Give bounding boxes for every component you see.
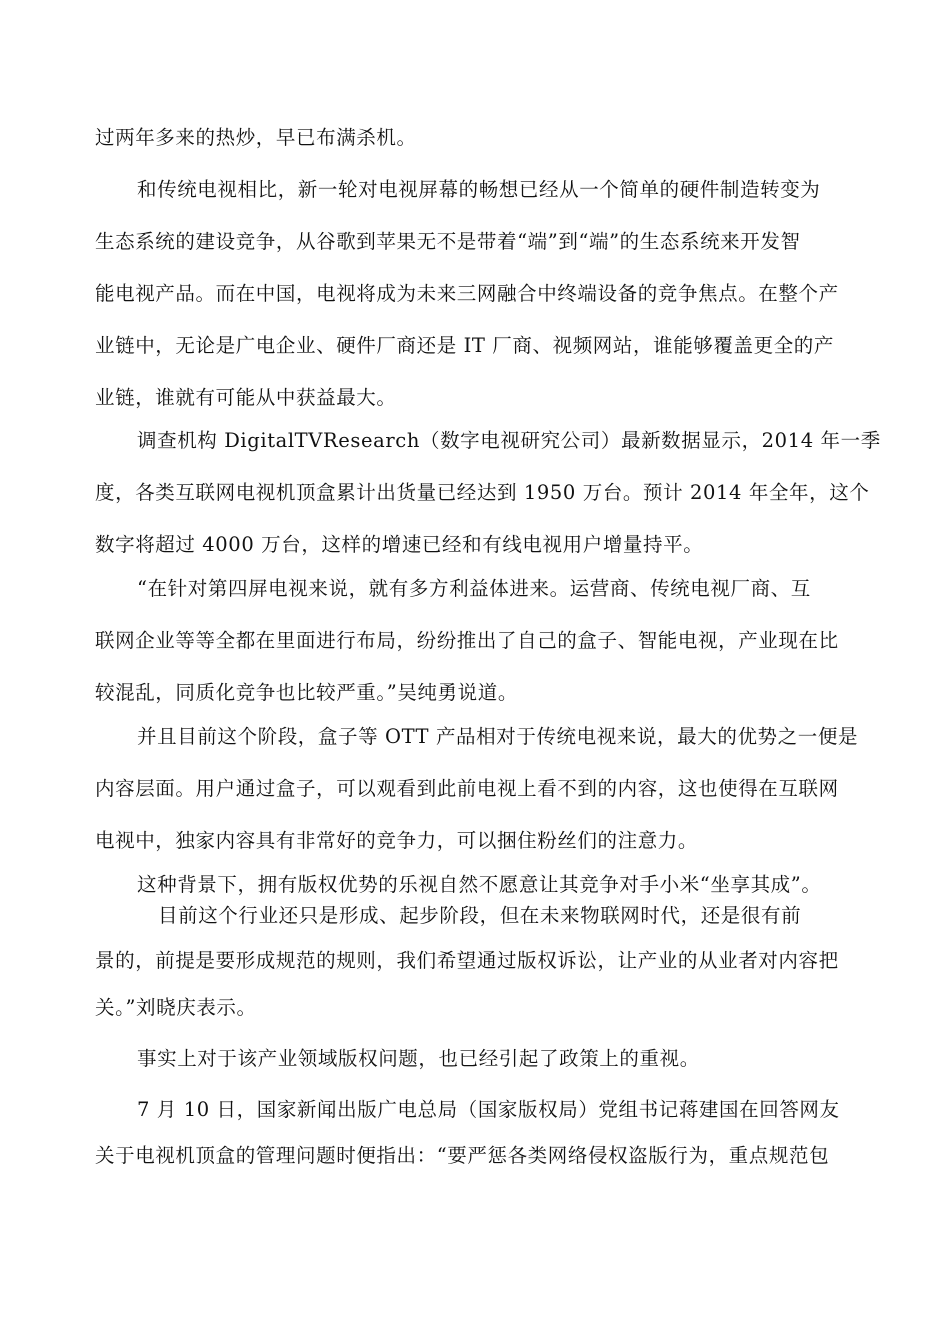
- text-line: 内容层面。用户通过盒子，可以观看到此前电视上看不到的内容，这也使得在互联网: [95, 777, 839, 800]
- text-line: 业链中，无论是广电企业、硬件厂商还是 IT 厂商、视频网站，谁能够覆盖更全的产: [95, 334, 835, 357]
- text-line: 能电视产品。而在中国，电视将成为未来三网融合中终端设备的竞争焦点。在整个产: [95, 282, 839, 305]
- text-line: 并且目前这个阶段，盒子等 OTT 产品相对于传统电视来说，最大的优势之一便是: [137, 725, 859, 748]
- text-line: 事实上对于该产业领域版权问题，也已经引起了政策上的重视。: [137, 1047, 700, 1070]
- text-line: 7 月 10 日，国家新闻出版广电总局（国家版权局）党组书记蒋建国在回答网友: [137, 1098, 840, 1121]
- text-line: “在针对第四屏电视来说，就有多方利益体进来。运营商、传统电视厂商、互: [137, 577, 811, 600]
- text-line: 目前这个行业还只是形成、起步阶段，但在未来物联网时代，还是很有前: [158, 904, 802, 927]
- text-line: 过两年多来的热炒，早已布满杀机。: [95, 126, 417, 149]
- text-line: 度，各类互联网电视机顶盒累计出货量已经达到 1950 万台。预计 2014 年全年，这个: [95, 481, 870, 504]
- text-line: 关于电视机顶盒的管理问题时便指出：“要严惩各类网络侵权盗版行为，重点规范包: [95, 1144, 830, 1167]
- text-line: 业链，谁就有可能从中获益最大。: [95, 386, 397, 409]
- text-line: 这种背景下，拥有版权优势的乐视自然不愿意让其竞争对手小米“坐享其成”。: [137, 873, 822, 896]
- text-line: 数字将超过 4000 万台，这样的增速已经和有线电视用户增量持平。: [95, 533, 704, 556]
- text-line: 电视中，独家内容具有非常好的竞争力，可以捆住粉丝们的注意力。: [95, 829, 699, 852]
- text-line: 关。”刘晓庆表示。: [95, 996, 257, 1019]
- text-line: 生态系统的建设竞争，从谷歌到苹果无不是带着“端”到“端”的生态系统来开发智: [95, 230, 801, 253]
- text-line: 调查机构 DigitalTVResearch（数字电视研究公司）最新数据显示，2014 年一季: [137, 429, 881, 452]
- text-line: 景的，前提是要形成规范的规则，我们希望通过版权诉讼，让产业的从业者对内容把: [95, 949, 839, 972]
- text-line: 和传统电视相比，新一轮对电视屏幕的畅想已经从一个简单的硬件制造转变为: [137, 178, 821, 201]
- text-line: 较混乱，同质化竞争也比较严重。”吴纯勇说道。: [95, 681, 518, 704]
- text-line: 联网企业等等全都在里面进行布局，纷纷推出了自己的盒子、智能电视，产业现在比: [95, 629, 839, 652]
